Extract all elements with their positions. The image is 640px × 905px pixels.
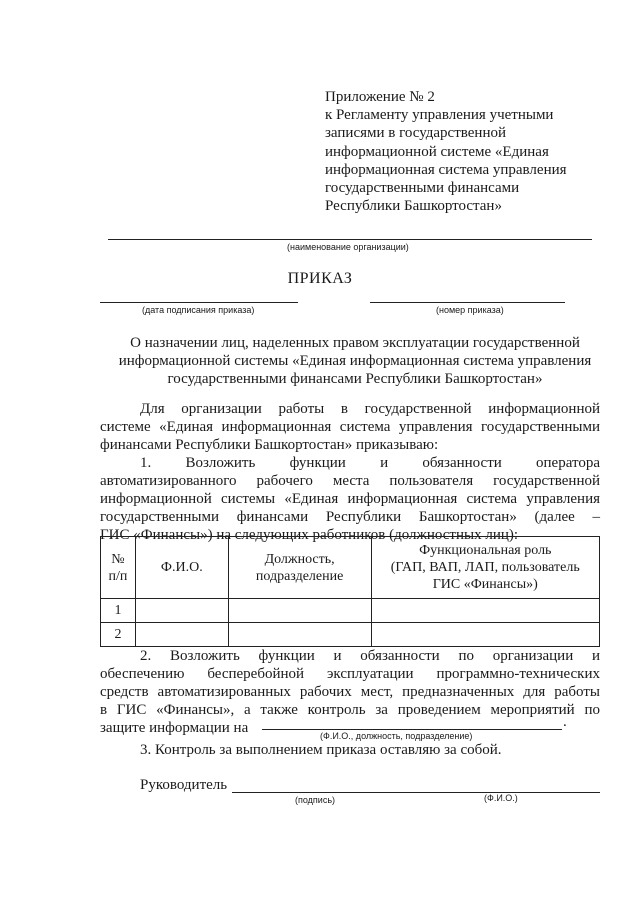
intro-paragraph xyxy=(100,400,600,454)
period: . xyxy=(563,714,567,730)
order-number-line[interactable] xyxy=(370,302,565,303)
appendix-line: информационная система управления xyxy=(325,161,567,178)
table-row xyxy=(101,623,600,647)
header-number: № п/п xyxy=(101,537,136,599)
row-role-cell[interactable] xyxy=(371,599,600,623)
appendix-line: Приложение № 2 xyxy=(325,89,435,105)
order-number-caption: (номер приказа) xyxy=(436,305,504,315)
row-position-cell[interactable] xyxy=(228,599,371,623)
item-1-line: ГИС «Финансы») на следующих работников (должностных лиц): xyxy=(100,527,519,543)
intro-line: финансами Республики Башкортостан» приказываю: xyxy=(100,437,439,453)
responsible-person-caption: (Ф.И.О., должность, подразделение) xyxy=(320,731,473,741)
item-2-line: 2. Возложить функции и обязанности по организации и xyxy=(140,648,600,664)
item-2-line: обеспечению бесперебойной эксплуатации программно-технических xyxy=(100,666,600,682)
item-1-line: 1. Возложить функции и обязанности оператора xyxy=(140,455,600,471)
row-number: 1 xyxy=(101,599,136,623)
item-1-line: информационной системы «Единая информационная система управления xyxy=(100,491,600,507)
subject-line: О назначении лиц, наделенных правом эксплуатации государственной xyxy=(130,335,580,351)
item-1-paragraph xyxy=(100,454,600,544)
signer-fio-caption: (Ф.И.О.) xyxy=(484,793,518,803)
signing-date-line[interactable] xyxy=(100,302,298,303)
item-2-line: средств автоматизированных рабочих мест, предназначенных для работы xyxy=(100,684,600,700)
row-position-cell[interactable] xyxy=(228,623,371,647)
appendix-line: записями в государственной xyxy=(325,125,507,142)
appendix-line: к Регламенту управления учетными xyxy=(325,107,554,124)
staff-table xyxy=(100,536,600,647)
item-1-line: государственными финансами Республики Башкортостан» (далее – xyxy=(100,509,600,525)
intro-line: системе «Единая информационная система управления государственными xyxy=(100,419,600,435)
signature-caption: (подпись) xyxy=(295,795,336,805)
item-2-last-text: защите информации на xyxy=(100,720,249,736)
signing-date-caption: (дата подписания приказа) xyxy=(142,305,255,315)
row-role-cell[interactable] xyxy=(371,623,600,647)
header-fio: Ф.И.О. xyxy=(135,537,228,599)
appendix-block xyxy=(325,88,615,215)
document-title: ПРИКАЗ xyxy=(287,270,353,287)
signature-line[interactable] xyxy=(232,792,600,793)
header-role: Функциональная роль (ГАП, ВАП, ЛАП, пользователь ГИС «Финансы») xyxy=(371,537,600,599)
subject-line: государственными финансами Республики Башкортостан» xyxy=(167,371,543,387)
signer-label: Руководитель xyxy=(140,777,228,793)
row-number: 2 xyxy=(101,623,136,647)
appendix-line: информационной системе «Единая xyxy=(325,143,549,160)
item-2-line: в ГИС «Финансы», а также контроль за проведением мероприятий по xyxy=(100,702,600,718)
organization-caption: (наименование организации) xyxy=(287,242,409,252)
order-subject xyxy=(100,334,610,388)
item-3-paragraph: 3. Контроль за выполнением приказа оставляю за собой. xyxy=(140,742,502,758)
appendix-line: Республики Башкортостан» xyxy=(325,198,502,215)
intro-line: Для организации работы в государственной информационной xyxy=(140,401,600,417)
row-fio-cell[interactable] xyxy=(135,623,228,647)
table-header-row xyxy=(101,537,600,599)
appendix-line: государственными финансами xyxy=(325,180,520,197)
header-position: Должность, подразделение xyxy=(228,537,371,599)
item-2-paragraph xyxy=(100,647,600,737)
item-1-line: автоматизированного рабочего места пользователя государственной xyxy=(100,473,600,489)
subject-line: информационной системы «Единая информационная система управления xyxy=(118,353,592,369)
organization-name-line[interactable] xyxy=(108,239,592,240)
table-row xyxy=(101,599,600,623)
row-fio-cell[interactable] xyxy=(135,599,228,623)
responsible-person-line[interactable] xyxy=(262,729,562,730)
